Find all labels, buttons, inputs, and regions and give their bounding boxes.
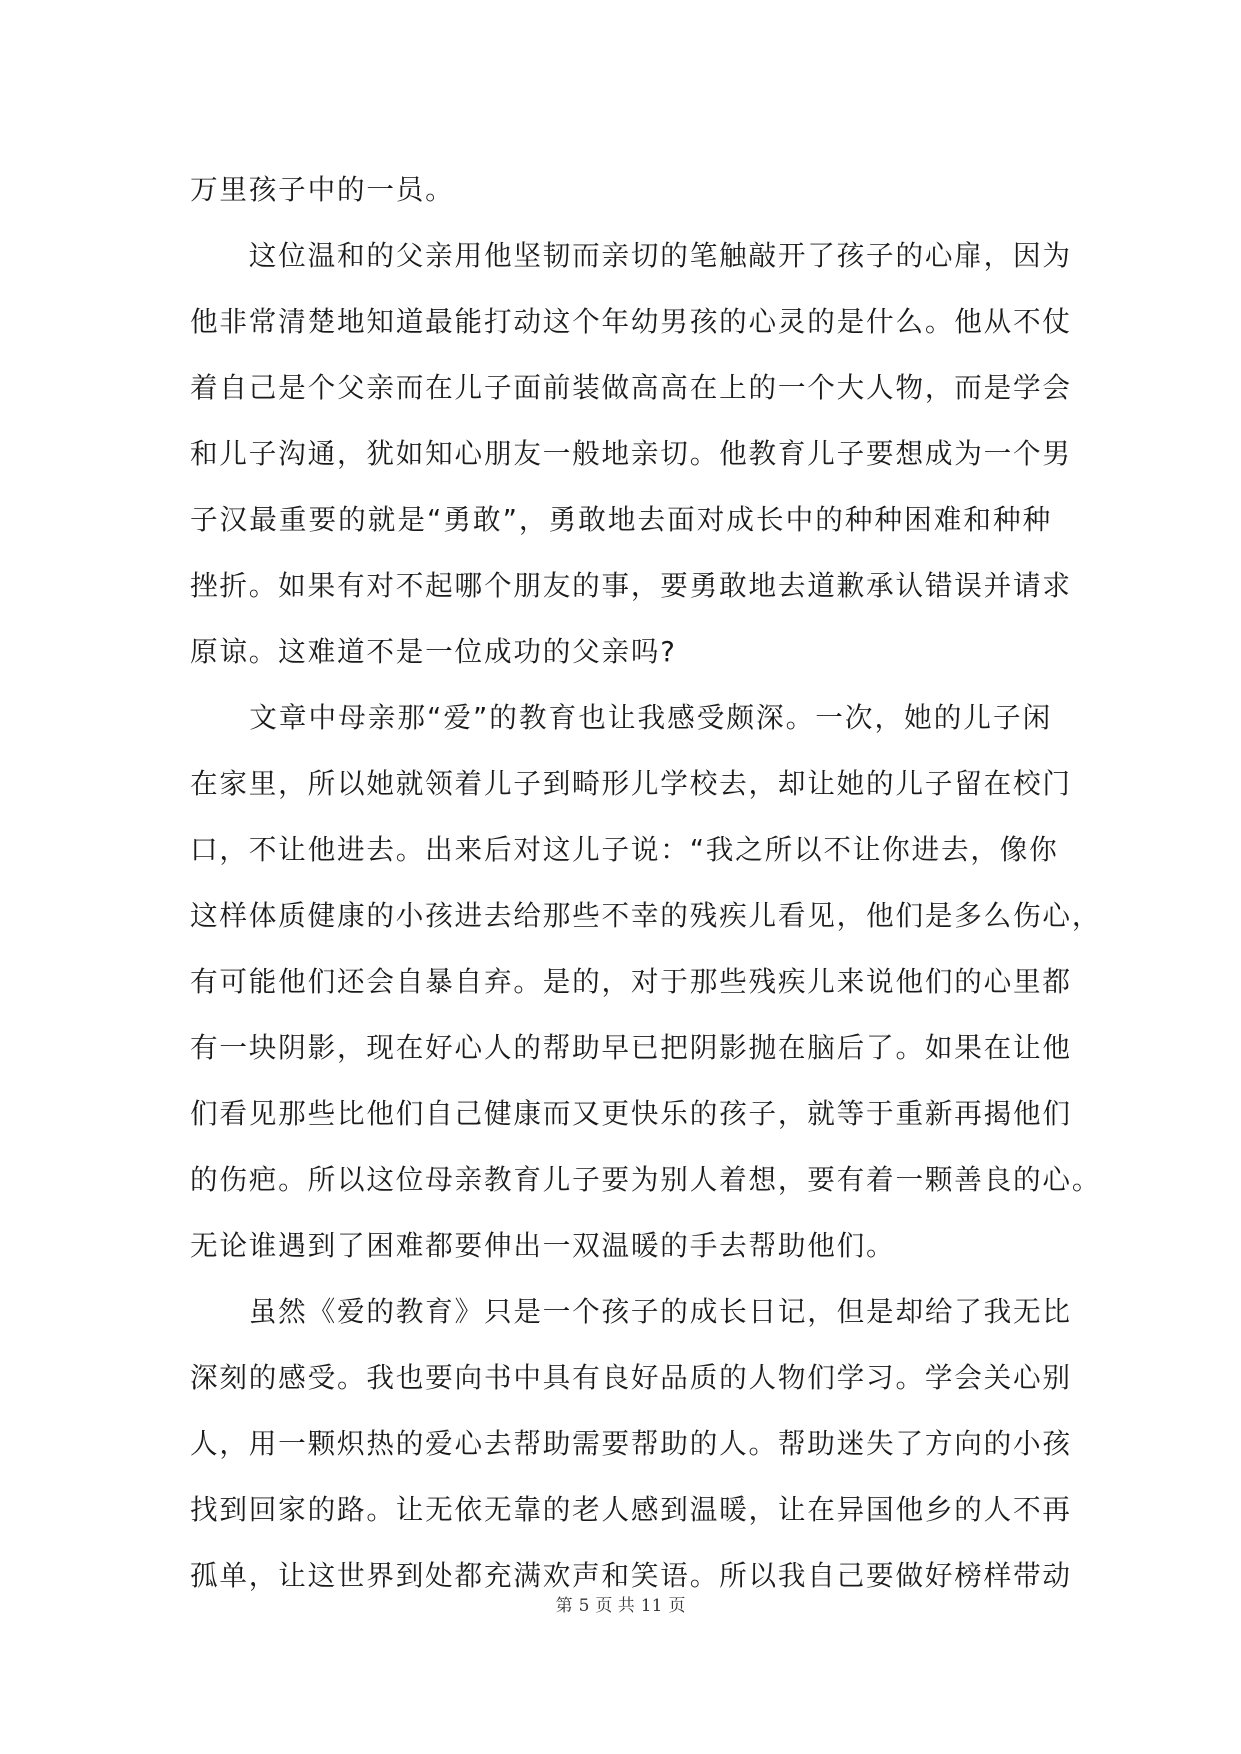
text-line: 文章中母亲那“爱”的教育也让我感受颇深。一次，她的儿子闲 — [190, 701, 1052, 734]
text-line: 着自己是个父亲而在儿子面前装做高高在上的一个大人物，而是学会 — [190, 371, 1072, 404]
text-line: 在家里，所以她就领着儿子到畸形儿学校去，却让她的儿子留在校门 — [190, 767, 1072, 800]
text-line: 找到回家的路。让无依无靠的老人感到温暖，让在异国他乡的人不再 — [190, 1493, 1072, 1526]
text-line: 们看见那些比他们自己健康而又更快乐的孩子，就等于重新再揭他们 — [190, 1097, 1072, 1130]
text-line: 无论谁遇到了困难都要伸出一双温暖的手去帮助他们。 — [190, 1229, 896, 1262]
text-line: 和儿子沟通，犹如知心朋友一般地亲切。他教育儿子要想成为一个男 — [190, 437, 1072, 470]
footer-page-number: 5 — [578, 1596, 590, 1616]
text-line: 这位温和的父亲用他坚韧而亲切的笔触敲开了孩子的心扉，因为 — [190, 239, 1072, 272]
text-line: 挫折。如果有对不起哪个朋友的事，要勇敢地去道歉承认错误并请求 — [190, 569, 1072, 602]
text-line: 子汉最重要的就是“勇敢”，勇敢地去面对成长中的种种困难和种种 — [190, 503, 1052, 536]
text-line: 万里孩子中的一员。 — [190, 173, 455, 206]
text-line: 口，不让他进去。出来后对这儿子说：“我之所以不让你进去，像你 — [190, 833, 1059, 866]
text-line: 人，用一颗炽热的爱心去帮助需要帮助的人。帮助迷失了方向的小孩 — [190, 1427, 1072, 1460]
text-line: 有可能他们还会自暴自弃。是的，对于那些残疾儿来说他们的心里都 — [190, 965, 1072, 998]
text-line: 虽然《爱的教育》只是一个孩子的成长日记，但是却给了我无比 — [190, 1295, 1072, 1328]
body-text — [190, 157, 1102, 1609]
footer-total-pages: 11 — [640, 1596, 663, 1616]
text-line: 的伤疤。所以这位母亲教育儿子要为别人着想，要有着一颗善良的心。 — [190, 1163, 1102, 1196]
text-line: 孤单，让这世界到处都充满欢声和笑语。所以我自己要做好榜样带动 — [190, 1559, 1072, 1592]
footer-prefix: 第 — [555, 1596, 573, 1616]
page-footer — [0, 1591, 1241, 1616]
footer-middle: 页 共 — [595, 1596, 635, 1616]
footer-suffix: 页 — [668, 1596, 686, 1616]
text-line: 他非常清楚地知道最能打动这个年幼男孩的心灵的是什么。他从不仗 — [190, 305, 1072, 338]
text-line: 这样体质健康的小孩进去给那些不幸的残疾儿看见，他们是多么伤心， — [190, 899, 1102, 932]
text-line: 原谅。这难道不是一位成功的父亲吗? — [190, 635, 677, 668]
text-line: 深刻的感受。我也要向书中具有良好品质的人物们学习。学会关心别 — [190, 1361, 1072, 1394]
text-line: 有一块阴影，现在好心人的帮助早已把阴影抛在脑后了。如果在让他 — [190, 1031, 1072, 1064]
